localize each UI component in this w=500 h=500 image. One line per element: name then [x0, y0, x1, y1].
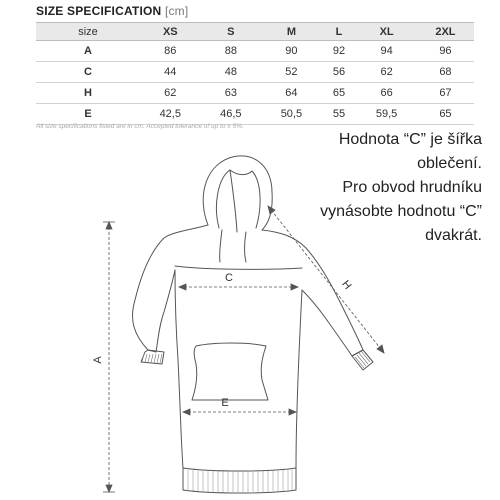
- dimension-h-label: H: [339, 278, 354, 292]
- dimension-c-label: C: [225, 272, 233, 284]
- header-cell: XL: [356, 23, 417, 41]
- table-cell: 52: [261, 62, 322, 83]
- table-cell: 48: [201, 62, 262, 83]
- body-left-side: [175, 270, 183, 468]
- table-cell: 59,5: [356, 104, 417, 125]
- dimension-e-label: E: [221, 397, 229, 409]
- body-right-side: [296, 290, 302, 468]
- row-label: E: [36, 104, 140, 125]
- table-cell: 66: [356, 83, 417, 104]
- table-cell: 56: [322, 62, 357, 83]
- header-cell: S: [201, 23, 262, 41]
- row-label: C: [36, 62, 140, 83]
- spec-unit: [cm]: [164, 4, 189, 18]
- header-cell: 2XL: [417, 23, 474, 41]
- table-cell: 62: [356, 62, 417, 83]
- hood-outline: [203, 156, 272, 230]
- right-sleeve: [262, 230, 363, 356]
- annotation-line: Pro obvod hrudníku: [342, 179, 482, 196]
- table-cell: 67: [417, 83, 474, 104]
- table-cell: 42,5: [140, 104, 201, 125]
- table-cell: 62: [140, 83, 201, 104]
- table-cell: 68: [417, 62, 474, 83]
- header-cell: L: [322, 23, 357, 41]
- annotation-line: vynásobte hodnotu “C”: [320, 203, 482, 220]
- hem-ribbing: [188, 470, 292, 492]
- dimension-a-label: A: [92, 356, 104, 364]
- hem-band: [183, 468, 296, 493]
- annotation-line: oblečení.: [417, 155, 482, 172]
- hood-inner: [216, 170, 260, 228]
- header-cell: XS: [140, 23, 201, 41]
- yoke-seam: [175, 266, 302, 269]
- left-sleeve: [133, 225, 208, 352]
- table-cell: 65: [417, 104, 474, 125]
- table-cell: 92: [322, 41, 357, 62]
- row-label: A: [36, 41, 140, 62]
- tolerance-note: All size specifications listed are in cm. Accepted tolerance of up to ± 5%.: [36, 123, 244, 130]
- table-cell: 90: [261, 41, 322, 62]
- table-cell: 50,5: [261, 104, 322, 125]
- table-cell: 65: [322, 83, 357, 104]
- table-cell: 63: [201, 83, 262, 104]
- drawstring-left: [220, 230, 222, 262]
- hood-opening: [230, 170, 237, 232]
- table-cell: 88: [201, 41, 262, 62]
- table-cell: 94: [356, 41, 417, 62]
- row-label: H: [36, 83, 140, 104]
- spec-title-text: SIZE SPECIFICATION: [36, 4, 162, 18]
- annotation-line: Hodnota “C” je šířka: [338, 131, 482, 148]
- header-cell: size: [36, 23, 140, 41]
- table-cell: 55: [322, 104, 357, 125]
- table-cell: 46,5: [201, 104, 262, 125]
- table-cell: 44: [140, 62, 201, 83]
- kangaroo-pocket: [192, 343, 268, 400]
- table-cell: 96: [417, 41, 474, 62]
- annotation-line: dvakrát.: [425, 227, 482, 244]
- table-cell: 86: [140, 41, 201, 62]
- table-cell: 64: [261, 83, 322, 104]
- drawstring-right: [245, 232, 247, 262]
- header-cell: M: [261, 23, 322, 41]
- size-note-annotation: [292, 128, 482, 248]
